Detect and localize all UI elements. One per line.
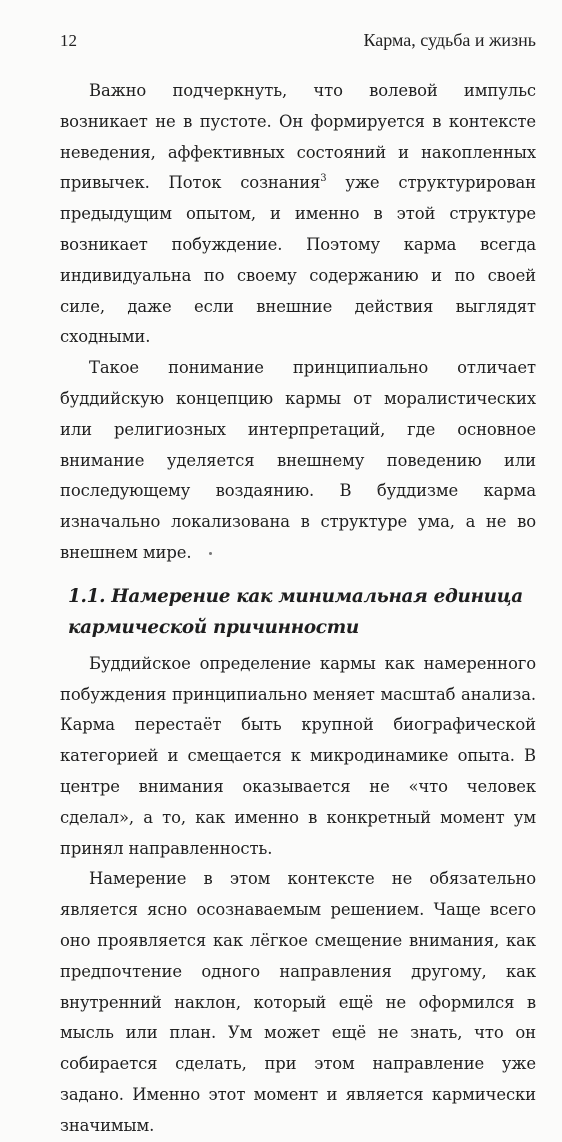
page-body	[60, 76, 536, 1142]
page-number: 12	[60, 31, 77, 50]
footnote-marker[interactable]: 3	[320, 172, 327, 184]
stray-dot	[209, 552, 212, 555]
paragraph	[60, 649, 536, 865]
section-heading: 1.1. Намерение как минимальная единица кармической причинности	[68, 585, 523, 638]
paragraph-text: Такое понимание принципиально отличает буддийскую концепцию кармы от моралистических или религиозных интерпретаций, где основное внимание уделяется внешнему поведению или последующему воздаянию. В буддизме карма изначально локализована в структуре ума, а не во внешнем мире.	[60, 358, 536, 562]
paragraph	[60, 76, 536, 353]
running-header	[60, 30, 536, 54]
paragraph-text: Важно подчеркнуть, что волевой импульс возникает не в пустоте. Он формируется в контексте неведения, аффективных состояний и накопленных привычек. Поток сознания	[60, 81, 536, 193]
paragraph	[60, 864, 536, 1141]
paragraph-text: Буддийское определение кармы как намеренного побуждения принципиально меняет масштаб анализа. Карма перестаёт быть крупной биографической категорией и смещается к микродинамике опыта. В центре внимания оказывается не «что человек сделал», а то, как именно в конкретный момент ум принял направленность.	[60, 653, 536, 858]
paragraph	[60, 353, 536, 569]
paragraph-text: Намерение в этом контексте не обязательно является ясно осознаваемым решением. Чаще всего оно проявляется как лёгкое смещение внимания, как предпочтение одного направления другому, как внутренний наклон, который ещё не оформился в мысль или план. Ум может ещё не знать, что он собирается сделать, при этом направление уже задано. Именно этот момент и является кармически значимым.	[60, 869, 536, 1135]
running-title: Карма, судьба и жизнь	[363, 30, 536, 50]
paragraph-text: уже структурирован предыдущим опытом, и именно в этой структуре возникает побуждение. Поэтому карма всегда индивидуальна по своему содержанию и по своей силе, даже если внешние действия выглядят сходными.	[60, 173, 536, 347]
